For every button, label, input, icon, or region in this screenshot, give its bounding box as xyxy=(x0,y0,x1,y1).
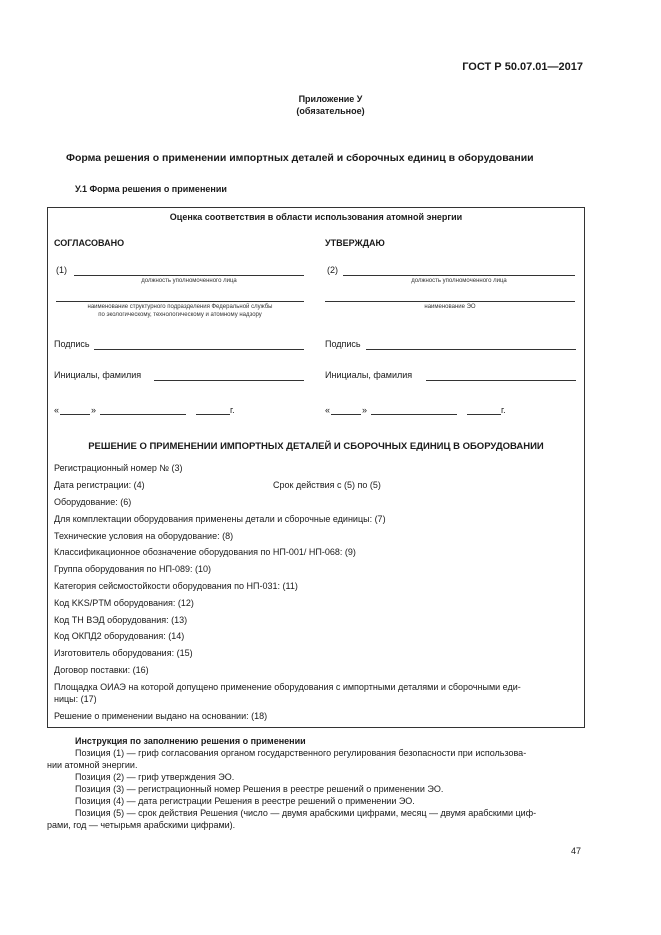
left-pos-no: (1) xyxy=(56,265,67,275)
field-site-line2: ницы: (17) xyxy=(54,694,97,704)
instr-line-5: Позиция (4) — дата регистрации Решения в реестре решений о применении ЭО. xyxy=(75,796,415,806)
instructions-title: Инструкция по заполнению решения о применении xyxy=(75,736,306,746)
right-year-line[interactable] xyxy=(467,414,501,415)
instr-line-1: Позиция (1) — гриф согласования органом государственного регулирования безопасности при использова- xyxy=(75,748,527,758)
instr-line-2: нии атомной энергии. xyxy=(47,760,138,770)
decision-title: РЕШЕНИЕ О ПРИМЕНЕНИИ ИМПОРТНЫХ ДЕТАЛЕЙ И СБОРОЧНЫХ ЕДИНИЦ В ОБОРУДОВАНИИ xyxy=(88,441,544,452)
field-validity: Срок действия с (5) по (5) xyxy=(273,480,381,490)
field-reg-date: Дата регистрации: (4) xyxy=(54,480,145,490)
instr-line-7: рами, год — четырьмя арабскими цифрами). xyxy=(47,820,236,830)
field-tech-conditions: Технические условия на оборудование: (8) xyxy=(54,531,234,541)
left-month-line[interactable] xyxy=(100,414,186,415)
doc-code: ГОСТ Р 50.07.01—2017 xyxy=(462,61,583,73)
right-pos-no: (2) xyxy=(327,265,338,275)
right-date-close: » xyxy=(362,405,368,415)
left-caption1: должность уполномоченного лица xyxy=(141,278,237,284)
left-date-open: « xyxy=(54,405,60,415)
field-manufacturer: Изготовитель оборудования: (15) xyxy=(54,648,193,658)
instr-line-6: Позиция (5) — срок действия Решения (число — двумя арабскими цифрами, месяц — двумя арабскими циф- xyxy=(75,808,537,818)
field-group: Группа оборудования по НП-089: (10) xyxy=(54,564,211,574)
right-position-line[interactable] xyxy=(343,275,575,276)
left-position-line[interactable] xyxy=(74,275,304,276)
left-sign-label: Подпись xyxy=(54,339,90,349)
left-date-close: » xyxy=(91,405,97,415)
field-reg-number: Регистрационный номер № (3) xyxy=(54,463,183,473)
form-header: Оценка соответствия в области использования атомной энергии xyxy=(169,212,463,222)
field-site-line1: Площадка ОИАЭ на которой допущено применение оборудования с импортными деталями и сборочными еди- xyxy=(54,682,521,692)
field-classification: Классификационное обозначение оборудования по НП-001/ НП-068: (9) xyxy=(54,547,356,557)
appendix-subtitle: (обязательное) xyxy=(296,106,365,116)
left-name-line[interactable] xyxy=(154,380,304,381)
section-title: У.1 Форма решения о применении xyxy=(75,184,227,194)
right-sign-line[interactable] xyxy=(366,349,576,350)
field-seismic: Категория сейсмостойкости оборудования по НП-031: (11) xyxy=(54,581,298,591)
left-name-label: Инициалы, фамилия xyxy=(54,370,142,380)
right-month-line[interactable] xyxy=(371,414,457,415)
left-day-line[interactable] xyxy=(60,414,90,415)
field-basis: Решение о применении выдано на основании: (18) xyxy=(54,711,268,721)
right-name-line[interactable] xyxy=(426,380,576,381)
field-equipment: Оборудование: (6) xyxy=(54,497,132,507)
right-day-line[interactable] xyxy=(331,414,361,415)
left-sign-line[interactable] xyxy=(94,349,304,350)
form-box xyxy=(47,207,585,728)
right-sign-label: Подпись xyxy=(325,339,361,349)
instr-line-4: Позиция (3) — регистрационный номер Решения в реестре решений о применении ЭО. xyxy=(75,784,444,794)
left-dept-line[interactable] xyxy=(56,301,304,302)
field-tnved: Код ТН ВЭД оборудования: (13) xyxy=(54,615,188,625)
appendix-title: Приложение У xyxy=(298,94,363,104)
left-date-year: г. xyxy=(230,405,235,415)
field-kks: Код KKS/PTM оборудования: (12) xyxy=(54,598,194,608)
right-caption2: наименование ЭО xyxy=(424,304,476,310)
right-org-line[interactable] xyxy=(325,301,575,302)
right-caption1: должность уполномоченного лица xyxy=(411,278,507,284)
left-caption2-line2: по экологическому, технологическому и атомному надзору xyxy=(98,312,262,318)
right-title: УТВЕРЖДАЮ xyxy=(325,238,385,248)
left-year-line[interactable] xyxy=(196,414,230,415)
field-parts: Для комплектации оборудования применены детали и сборочные единицы: (7) xyxy=(54,514,386,524)
right-date-open: « xyxy=(325,405,331,415)
field-contract: Договор поставки: (16) xyxy=(54,665,149,675)
instr-line-3: Позиция (2) — гриф утверждения ЭО. xyxy=(75,772,235,782)
right-date-year: г. xyxy=(501,405,506,415)
left-caption2-line1: наименование структурного подразделения Федеральной службы xyxy=(87,304,273,310)
page-number: 47 xyxy=(570,846,581,856)
main-title: Форма решения о применении импортных деталей и сборочных единиц в оборудовании xyxy=(66,152,534,164)
field-okpd2: Код ОКПД2 оборудования: (14) xyxy=(54,631,185,641)
left-title: СОГЛАСОВАНО xyxy=(54,238,125,248)
right-name-label: Инициалы, фамилия xyxy=(325,370,413,380)
